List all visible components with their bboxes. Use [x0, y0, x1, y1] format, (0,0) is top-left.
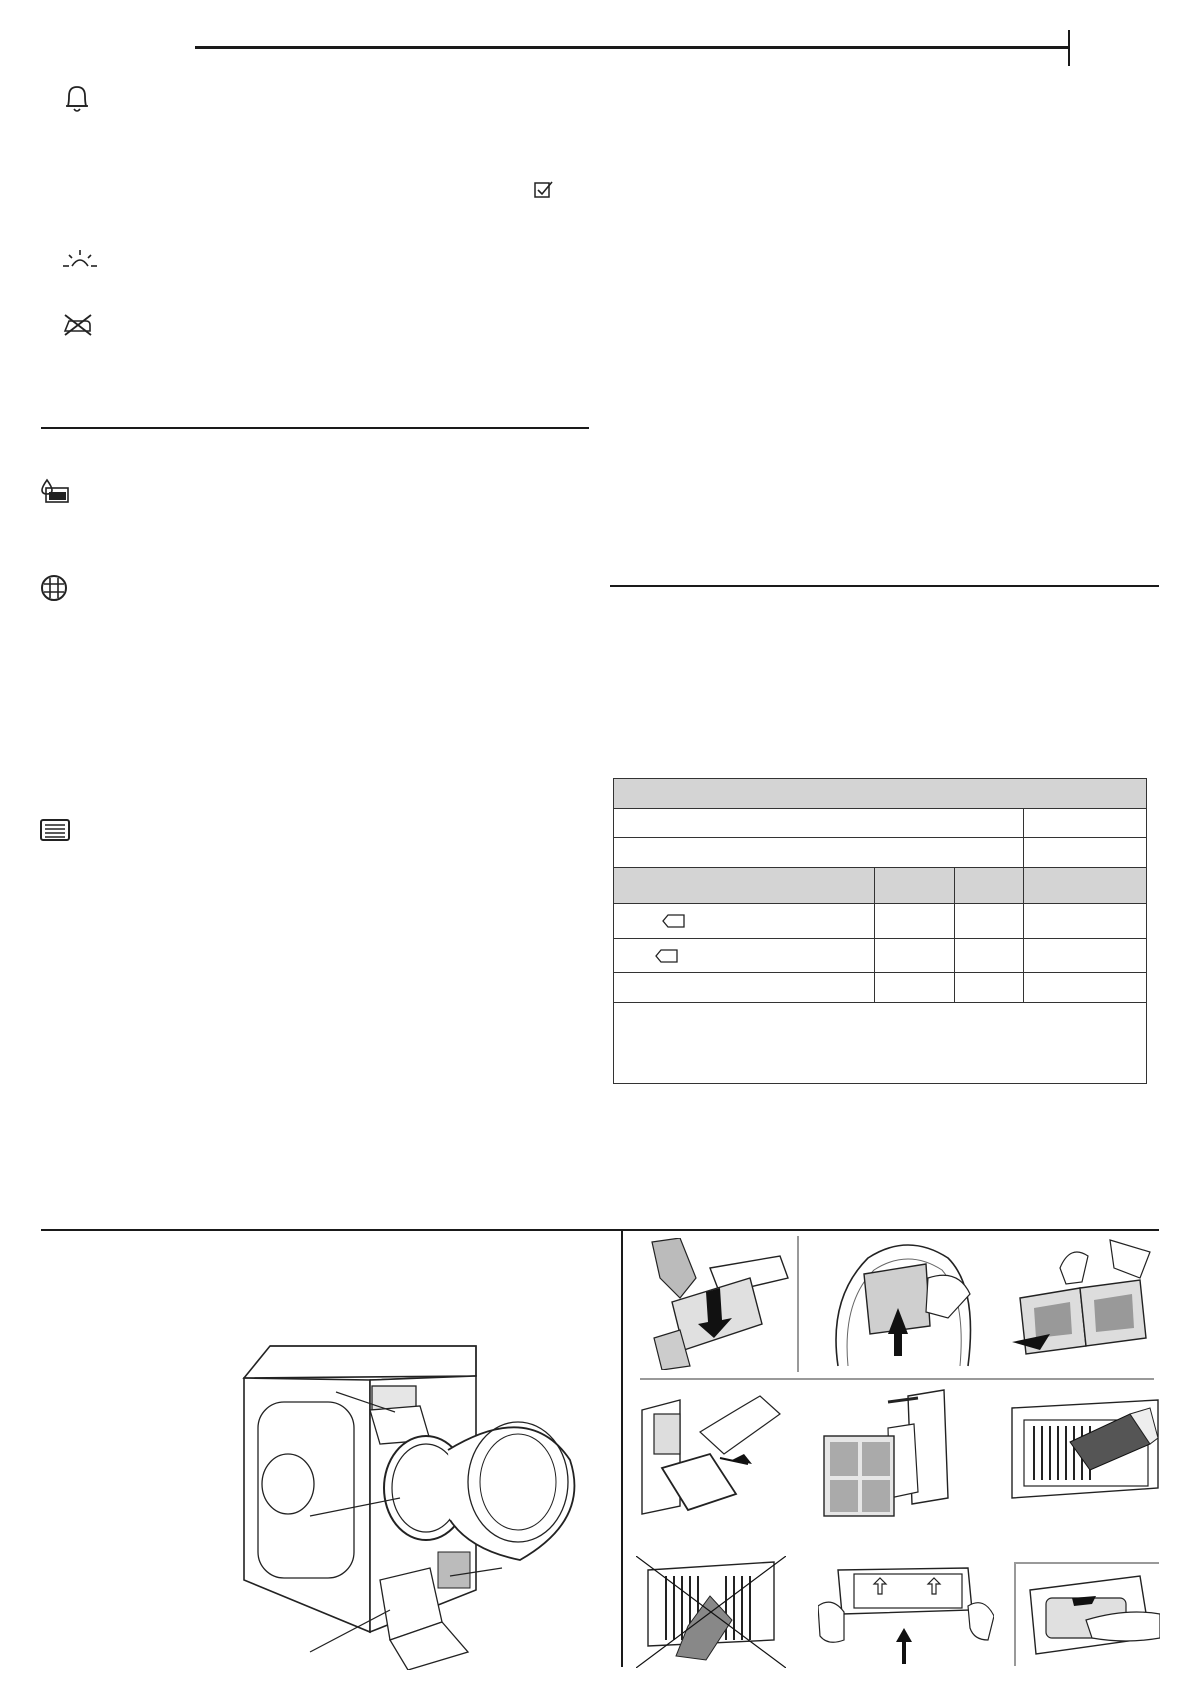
table-row	[614, 973, 1146, 1003]
table-row	[614, 809, 1146, 838]
step-5-illustration	[818, 1388, 968, 1531]
no-iron-icon	[62, 313, 94, 337]
step-3-illustration	[1010, 1238, 1160, 1373]
table-header-row	[614, 779, 1146, 809]
table-subheader-row	[614, 868, 1146, 904]
steps-divider-h1	[640, 1378, 1154, 1380]
checkbox-icon	[533, 180, 555, 200]
section-rule-right	[610, 585, 1159, 587]
step-4-illustration	[640, 1390, 790, 1525]
table-row	[614, 838, 1146, 868]
step-6-illustration	[1010, 1398, 1160, 1527]
table-row	[614, 904, 1146, 939]
tag-icon	[662, 914, 686, 928]
heat-exchanger-icon	[40, 818, 70, 842]
step-1-illustration	[650, 1238, 790, 1375]
dryer-illustration	[230, 1340, 600, 1675]
bell-icon	[62, 82, 92, 116]
water-tank-icon	[40, 478, 70, 504]
steps-divider-v1	[797, 1236, 799, 1372]
step-9-illustration	[1016, 1568, 1160, 1669]
step-8-illustration	[818, 1566, 994, 1671]
step-2-illustration	[828, 1238, 978, 1373]
vertical-divider	[621, 1231, 623, 1667]
tag-icon	[655, 949, 679, 963]
bottom-rule	[41, 1229, 1159, 1231]
section-rule-left	[41, 427, 589, 429]
specs-table	[613, 778, 1147, 1084]
step-7-illustration	[636, 1556, 786, 1673]
sunrise-icon	[62, 248, 98, 270]
header-rule	[195, 46, 1068, 49]
filter-grid-icon	[40, 574, 68, 602]
header-rule-tick	[1068, 30, 1070, 66]
table-row	[614, 939, 1146, 973]
steps-divider-h2	[1014, 1562, 1159, 1564]
